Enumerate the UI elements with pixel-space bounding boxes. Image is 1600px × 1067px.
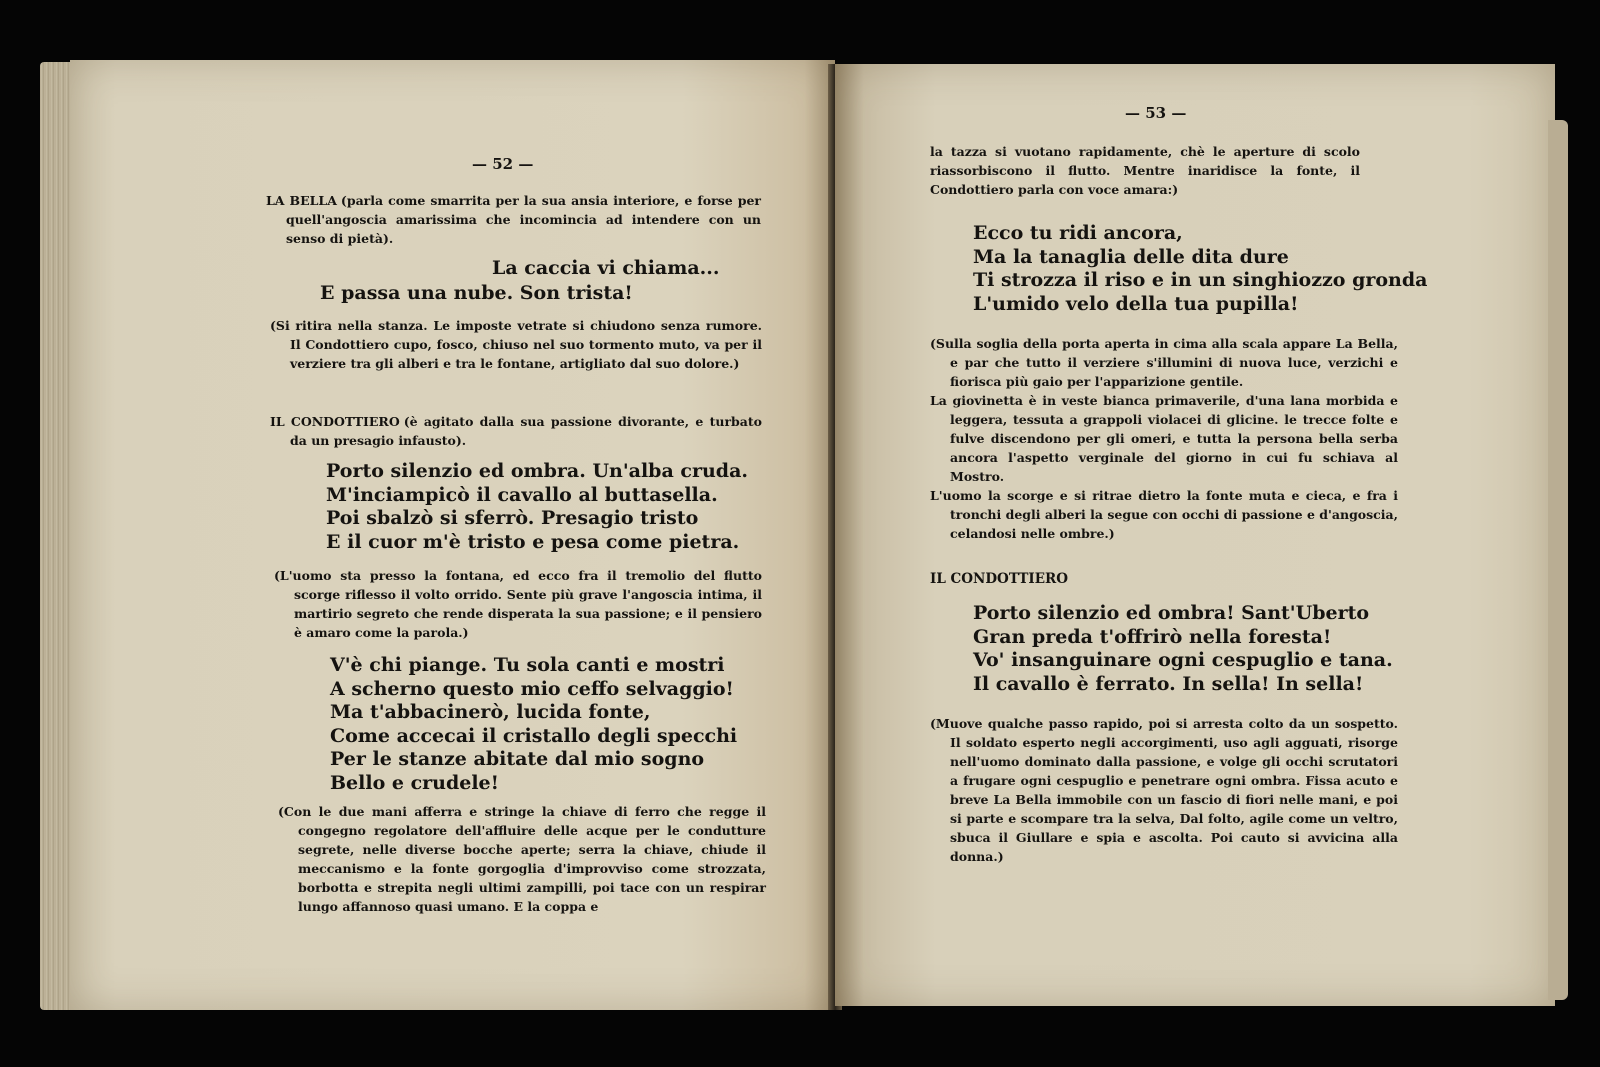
stage-direction: (Con le due mani afferra e stringe la chiave di ferro che regge il congegno regolatore dell'affluire delle acque per le condutture segrete, nelle diverse bocche aperte; serra la chiave, chiude il meccanismo e la fonte gorgoglia d'improvviso come strozzata, borbotta e strepita negli ultimi zampilli, poi tace con un respirar lungo affannoso quasi umano. E la coppa e [278, 804, 766, 914]
verse-line: Ti strozza il riso e in un singhiozzo gronda [973, 269, 1428, 291]
verse-stanza [973, 602, 1393, 696]
stage-direction: L'uomo la scorge e si ritrae dietro la fonte muta e cieca, e fra i tronchi degli alberi la segue con occhi di passione e d'angoscia, celandosi nelle ombre.) [930, 488, 1398, 541]
stage-direction [270, 412, 762, 450]
verse-line: Per le stanze abitate dal mio sogno [330, 748, 705, 770]
direction-text: (è agitato dalla sua passione divorante, e turbato da un presagio infausto). [290, 414, 762, 448]
verse-line: A scherno questo mio ceffo selvaggio! [330, 677, 734, 700]
stage-direction: la tazza si vuotano rapidamente, chè le aperture di scolo riassorbiscono il flutto. Mentre inaridisce la fonte, il Condottiero parla con voce amara:) [930, 144, 1360, 197]
stage-direction [266, 191, 761, 248]
verse-line: Poi sbalzò si sferrò. Presagio tristo [326, 507, 699, 529]
left-page [70, 60, 835, 1010]
verse-line: M'inciampicò il cavallo al buttasella. [326, 483, 718, 506]
verse-line: Bello e crudele! [330, 771, 499, 794]
verse-stanza [326, 460, 748, 554]
verse-line: Gran preda t'offrirò nella foresta! [973, 625, 1332, 648]
verse-line: La caccia vi chiama... [492, 257, 720, 279]
speaker-name: IL CONDOTTIERO [270, 414, 400, 429]
verse-line: Porto silenzio ed ombra. Un'alba cruda. [326, 460, 748, 482]
verse-line: V'è chi piange. Tu sola canti e mostri [330, 654, 725, 676]
speaker-name: IL CONDOTTIERO [930, 571, 1069, 587]
right-page [835, 64, 1555, 1006]
stage-direction: (Muove qualche passo rapido, poi si arresta colto da un sospetto. Il soldato esperto negli accorgimenti, uso agli agguati, risorge nell'uomo dominato dalla passione, e volge gli occhi scrutatori a frugare ogni cespuglio e penetrare ogni ombra. Fissa acuto e breve La Bella immobile con un fascio di fiori nelle mani, e poi si parte e scompare tra la selva, Dal folto, agile come un veltro, sbuca il Giullare e spia e ascolta. Poi cauto si avvicina alla donna.) [930, 716, 1398, 864]
verse-line: Come accecai il cristallo degli specchi [330, 724, 738, 747]
open-book [40, 50, 1550, 1015]
verse-line: Ma la tanaglia delle dita dure [973, 245, 1289, 268]
verse-line: Il cavallo è ferrato. In sella! In sella! [973, 672, 1364, 695]
page-number-right: — 53 — [1125, 104, 1187, 122]
verse-stanza [973, 222, 1427, 316]
verse-stanza [330, 654, 737, 795]
stage-direction: La giovinetta è in veste bianca primaverile, d'una lana morbida e leggera, tessuta a grappoli violacei di glicine. le trecce folte e fulve discendono per gli omeri, e tutta la persona bella serba ancora l'aspetto verginale del giorno in cui fu schiava al Mostro. [930, 393, 1398, 484]
page-edges-right [1548, 120, 1568, 1000]
page-number-left: — 52 — [472, 155, 534, 173]
verse-line: Ma t'abbacinerò, lucida fonte, [330, 701, 651, 723]
speaker-name: LA BELLA [266, 193, 337, 208]
stage-direction: (Sulla soglia della porta aperta in cima alla scala appare La Bella, e par che tutto il verziere s'illumini di nuova luce, verzichi e fiorisca più gaio per l'apparizione gentile. [930, 336, 1398, 389]
stage-direction: (Si ritira nella stanza. Le imposte vetrate si chiudono senza rumore. Il Condottiero cupo, fosco, chiuso nel suo tormento muto, va per il verziere tra gli alberi e tra le fontane, artigliato dal suo dolore.) [270, 318, 762, 371]
direction-text: (parla come smarrita per la sua ansia interiore, e forse per quell'angoscia amarissima che incomincia ad intendere con un senso di pietà). [286, 193, 762, 246]
stage-direction: (L'uomo sta presso la fontana, ed ecco fra il tremolio del flutto scorge riflesso il volto orrido. Sente più grave l'angoscia intima, il martirio segreto che rende disperata la sua passione; e il pensiero è amaro come la parola.) [274, 568, 762, 640]
verse-line: E passa una nube. Son trista! [320, 282, 633, 304]
verse-line: Vo' insanguinare ogni cespuglio e tana. [973, 649, 1393, 671]
verse-line: Ecco tu ridi ancora, [973, 222, 1183, 244]
verse-line: E il cuor m'è tristo e pesa come pietra. [326, 530, 740, 553]
verse-line: Porto silenzio ed ombra! Sant'Uberto [973, 602, 1370, 624]
verse-line: L'umido velo della tua pupilla! [973, 292, 1299, 315]
